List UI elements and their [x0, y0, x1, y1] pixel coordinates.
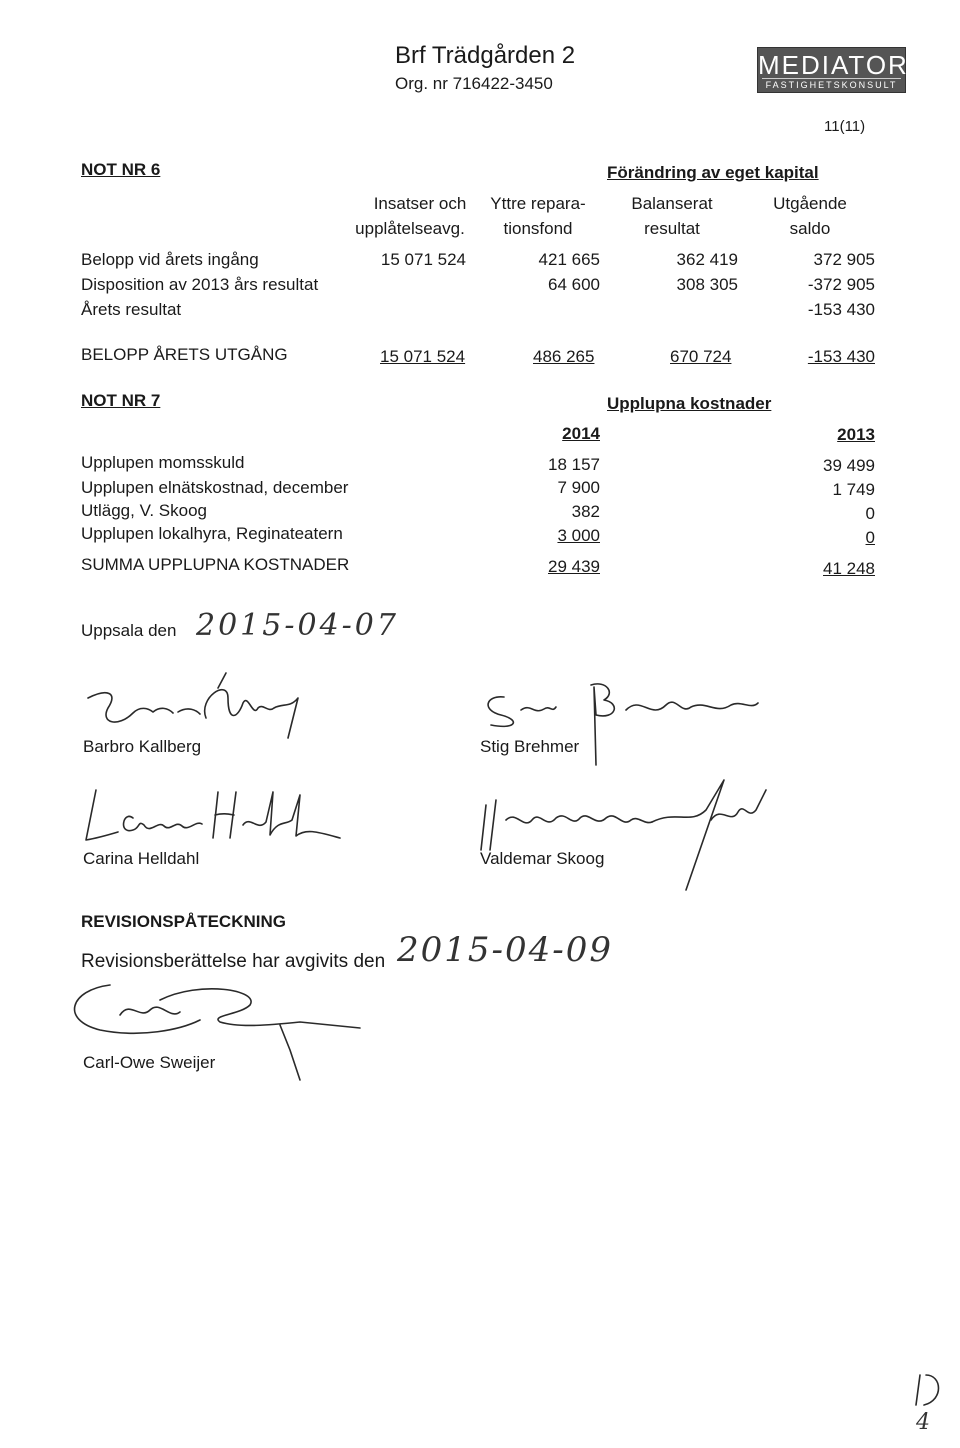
mediator-logo [757, 47, 909, 93]
cell-value: 421 665 [538, 250, 600, 269]
col-header-line1: Utgående [773, 194, 847, 213]
total-current: 29 439 [548, 557, 600, 576]
total-value: -153 430 [807, 347, 875, 366]
row-label: Utlägg, V. Skoog [81, 501, 208, 520]
audit-date-handwritten: 2015-04-09 [397, 930, 614, 970]
col-header-line1: Insatser och [373, 194, 467, 213]
signature-stig-brehmer [476, 675, 776, 775]
cell-prior: 0 [865, 528, 875, 547]
note6-section-title: Förändring av eget kapital [607, 163, 819, 182]
signing-place: Uppsala den [81, 621, 177, 640]
logo-main-text: MEDIATOR [758, 50, 909, 80]
cell-current: 3 000 [557, 526, 600, 545]
total-label: BELOPP ÅRETS UTGÅNG [81, 345, 288, 364]
cell-value: 64 600 [548, 275, 600, 294]
note7-year-current: 2014 [562, 424, 600, 443]
cell-value: 15 071 524 [380, 250, 466, 269]
cell-current: 18 157 [548, 455, 600, 474]
row-label: Belopp vid årets ingång [81, 250, 259, 269]
cell-value: 308 305 [676, 275, 738, 294]
col-header-line2: tionsfond [503, 219, 573, 238]
margin-note: 4 [916, 1410, 930, 1435]
cell-value: 362 419 [676, 250, 738, 269]
cell-prior: 0 [865, 504, 875, 523]
signatory-name: Carina Helldahl [83, 849, 200, 868]
cell-current: 7 900 [557, 478, 600, 497]
row-label: Upplupen elnätskostnad, december [81, 478, 349, 497]
org-name: Brf Trädgården 2 [395, 42, 576, 69]
total-value: 670 724 [670, 347, 732, 366]
note7-title: NOT NR 7 [81, 391, 161, 410]
logo-sub-text: FASTIGHETSKONSULT [762, 78, 901, 91]
total-prior: 41 248 [823, 559, 875, 578]
org-number: Org. nr 716422-3450 [395, 74, 553, 93]
total-value: 15 071 524 [380, 347, 466, 366]
cell-value: 372 905 [813, 250, 875, 269]
row-label: Disposition av 2013 års resultat [81, 275, 319, 294]
col-header-line2: resultat [644, 219, 700, 238]
col-header-line2: upplåtelseavg. [355, 219, 465, 238]
note6-title: NOT NR 6 [81, 160, 161, 179]
col-header-line1: Balanserat [631, 194, 713, 213]
signature-valdemar-skoog [476, 770, 776, 900]
cell-prior: 1 749 [832, 480, 875, 499]
col-header-line2: saldo [789, 219, 831, 238]
signatory-name: Valdemar Skoog [480, 849, 605, 868]
row-label: Upplupen lokalhyra, Reginateatern [81, 524, 343, 543]
signatory-name: Barbro Kallberg [83, 737, 202, 756]
signature-carina-helldahl [78, 780, 358, 850]
cell-prior: 39 499 [823, 456, 875, 475]
signatory-name: Stig Brehmer [480, 737, 580, 756]
row-label: Årets resultat [81, 300, 182, 319]
auditor-name: Carl-Owe Sweijer [83, 1053, 216, 1072]
page-number: 11(11) [824, 118, 866, 135]
total-label: SUMMA UPPLUPNA KOSTNADER [81, 555, 350, 574]
cell-value: -372 905 [807, 275, 875, 294]
cell-value: -153 430 [807, 300, 875, 319]
audit-statement: Revisionsberättelse har avgivits den [81, 951, 386, 972]
total-value: 486 265 [533, 347, 595, 366]
signing-date-handwritten: 2015-04-07 [196, 608, 399, 643]
note7-year-prior: 2013 [837, 425, 875, 444]
audit-title: REVISIONSPÅTECKNING [81, 912, 286, 931]
signature-carl-owe-sweijer [60, 970, 360, 1100]
cell-current: 382 [571, 502, 600, 521]
row-label: Upplupen momsskuld [81, 453, 245, 472]
col-header-line1: Yttre repara- [490, 194, 586, 213]
note7-section-title: Upplupna kostnader [607, 394, 772, 413]
